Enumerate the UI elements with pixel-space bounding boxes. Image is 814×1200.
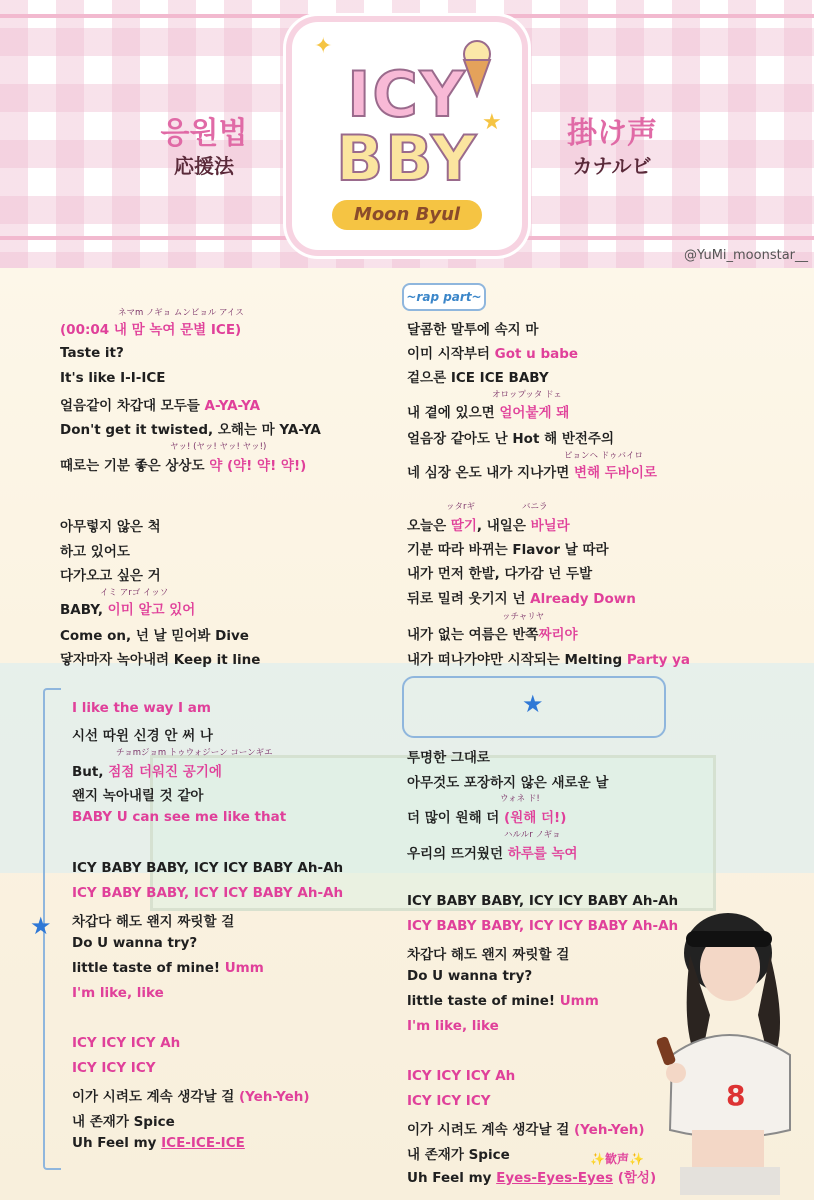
- lyric-line: 우리의 뜨거웠던 하루를 녹여: [407, 846, 578, 862]
- header-banner: [0, 0, 814, 268]
- lyric-line: (00:04 내 맘 녹여 문별 ICE): [60, 322, 242, 338]
- lyric-line: 왠지 녹아내릴 것 같아: [72, 788, 204, 804]
- lyric-line: little taste of mine! Umm: [72, 960, 264, 976]
- furigana: イミ アrゴ イッソ: [100, 588, 169, 598]
- lyric-line: ICY ICY ICY: [72, 1060, 156, 1076]
- lyric-line: 차갑다 해도 왠지 짜릿할 걸: [407, 947, 570, 963]
- left-title: 응원법: [160, 116, 248, 151]
- lyric-line: 네 심장 온도 내가 지나가면 변해 두바이로: [407, 465, 657, 481]
- lyric-line: 오늘은 딸기, 내일은 바닐라: [407, 518, 570, 534]
- furigana: ヤッ! (ヤッ! ヤッ! ヤッ!): [170, 442, 267, 452]
- lyric-line: Uh Feel my Eyes-Eyes-Eyes (함성): [407, 1170, 657, 1186]
- lyric-line: ICY ICY ICY Ah: [72, 1035, 181, 1051]
- star-divider-box: [402, 676, 666, 738]
- twitter-handle: @YuMi_moonstar__: [684, 248, 809, 263]
- lyric-line: 내가 떠나가야만 시작되는 Melting Party ya: [407, 652, 690, 668]
- lyric-line: 뒤로 밀려 웃기지 넌 Already Down: [407, 591, 636, 607]
- lyric-line: ICY BABY BABY, ICY ICY BABY Ah-Ah: [407, 918, 679, 934]
- furigana: バニラ: [522, 502, 548, 512]
- left-subtitle: 応援法: [174, 154, 234, 178]
- lyric-line: ICY ICY ICY: [407, 1093, 491, 1109]
- star-icon: ★: [482, 110, 502, 135]
- lyric-line: ICY BABY BABY, ICY ICY BABY Ah-Ah: [407, 893, 679, 909]
- lyric-line: ICY ICY ICY Ah: [407, 1068, 516, 1084]
- lyric-line: 투명한 그대로: [407, 750, 490, 766]
- lyric-line: I'm like, like: [72, 985, 164, 1001]
- sparkle-icon: ✦: [314, 34, 333, 59]
- lyric-line: 얼음장 같아도 난 Hot 해 반전주의: [407, 431, 615, 447]
- ribbon-top: [0, 14, 814, 18]
- lyric-line: 하고 있어도: [60, 544, 130, 560]
- artist-photo: [640, 895, 810, 1195]
- lyric-line: 겉으론 ICE ICE BABY: [407, 370, 549, 386]
- logo-card: [292, 22, 522, 250]
- lyric-line: Taste it?: [60, 345, 124, 361]
- lyric-line: 차갑다 해도 왠지 짜릿할 걸: [72, 914, 235, 930]
- lyric-line: Do U wanna try?: [407, 968, 533, 984]
- blue-star-icon: ★: [30, 912, 52, 940]
- lyric-line: BABY, 이미 알고 있어: [60, 602, 196, 618]
- lyric-line: BABY U can see me like that: [72, 809, 287, 825]
- right-title: 掛け声: [567, 116, 657, 151]
- lyric-line: little taste of mine! Umm: [407, 993, 599, 1009]
- right-subtitle: カナルビ: [572, 154, 652, 178]
- lyric-line: 내 곁에 있으면 얼어붙게 돼: [407, 405, 570, 421]
- furigana: ピョンヘ ドゥバイロ: [564, 451, 643, 461]
- lyric-line: It's like I-I-ICE: [60, 370, 166, 386]
- lyric-line: 내 존재가 Spice: [407, 1147, 510, 1163]
- furigana: ネマm ノギョ ムンビョル アイス: [118, 308, 244, 318]
- lyric-line: 아무렇지 않은 척: [60, 519, 161, 535]
- svg-text:8: 8: [726, 1079, 746, 1112]
- lyric-line: 얼음같이 차갑대 모두들 A-YA-YA: [60, 398, 261, 414]
- lyric-line: But, 점점 더워진 공기에: [72, 764, 222, 780]
- lyric-line: Do U wanna try?: [72, 935, 198, 951]
- lyric-line: 이가 시려도 계속 생각날 걸 (Yeh-Yeh): [72, 1089, 310, 1105]
- furigana: ウォネ ド!: [500, 794, 540, 804]
- furigana: オロップッタ ドェ: [492, 390, 562, 400]
- lyric-line: 내가 없는 여름은 반쪽짜리야: [407, 627, 578, 643]
- lyric-line: I'm like, like: [407, 1018, 499, 1034]
- furigana: ッタrギ: [446, 502, 475, 512]
- lyric-line: Don't get it twisted, 오해는 마 YA-YA: [60, 422, 321, 438]
- lyric-line: 달콤한 말투에 속지 마: [407, 322, 539, 338]
- lyric-line: 이미 시작부터 Got u babe: [407, 346, 579, 362]
- artist-badge: Moon Byul: [332, 200, 482, 230]
- lyric-line: ICY BABY BABY, ICY ICY BABY Ah-Ah: [72, 885, 344, 901]
- cheer-label: ✨歓声✨: [590, 1152, 644, 1166]
- furigana: ッチャリヤ: [502, 612, 545, 622]
- logo-line-1: ICY: [347, 58, 467, 131]
- furigana: ハルルr ノギョ: [504, 830, 561, 840]
- lyric-line: 다가오고 싶은 거: [60, 568, 161, 584]
- lyric-line: 더 많이 원해 더 (원해 더!): [407, 810, 567, 826]
- rap-part-label: ~rap part~: [402, 283, 486, 311]
- lyric-line: Come on, 넌 날 믿어봐 Dive: [60, 628, 249, 644]
- furigana: チョmジョm トゥウォジーン コーンギエ: [116, 748, 273, 758]
- lyric-line: ICY BABY BABY, ICY ICY BABY Ah-Ah: [72, 860, 344, 876]
- blue-star-icon: ★: [522, 690, 544, 718]
- lyric-line: 아무것도 포장하지 않은 새로운 날: [407, 775, 609, 791]
- lyric-line: Uh Feel my ICE-ICE-ICE: [72, 1135, 245, 1151]
- lyric-line: I like the way I am: [72, 700, 211, 716]
- logo-line-2: BBY: [335, 122, 479, 195]
- lyric-line: 내가 먼저 한발, 다가감 넌 두발: [407, 566, 593, 582]
- lyric-line: 시선 따윈 신경 안 써 나: [72, 728, 213, 744]
- lyric-line: 내 존재가 Spice: [72, 1114, 175, 1130]
- lyric-line: 닿자마자 녹아내려 Keep it line: [60, 652, 261, 668]
- lyric-line: 이가 시려도 계속 생각날 걸 (Yeh-Yeh): [407, 1122, 645, 1138]
- lyric-line: 기분 따라 바뀌는 Flavor 날 따라: [407, 542, 609, 558]
- lyric-line: 때로는 기분 좋은 상상도 약 (약! 약! 약!): [60, 458, 307, 474]
